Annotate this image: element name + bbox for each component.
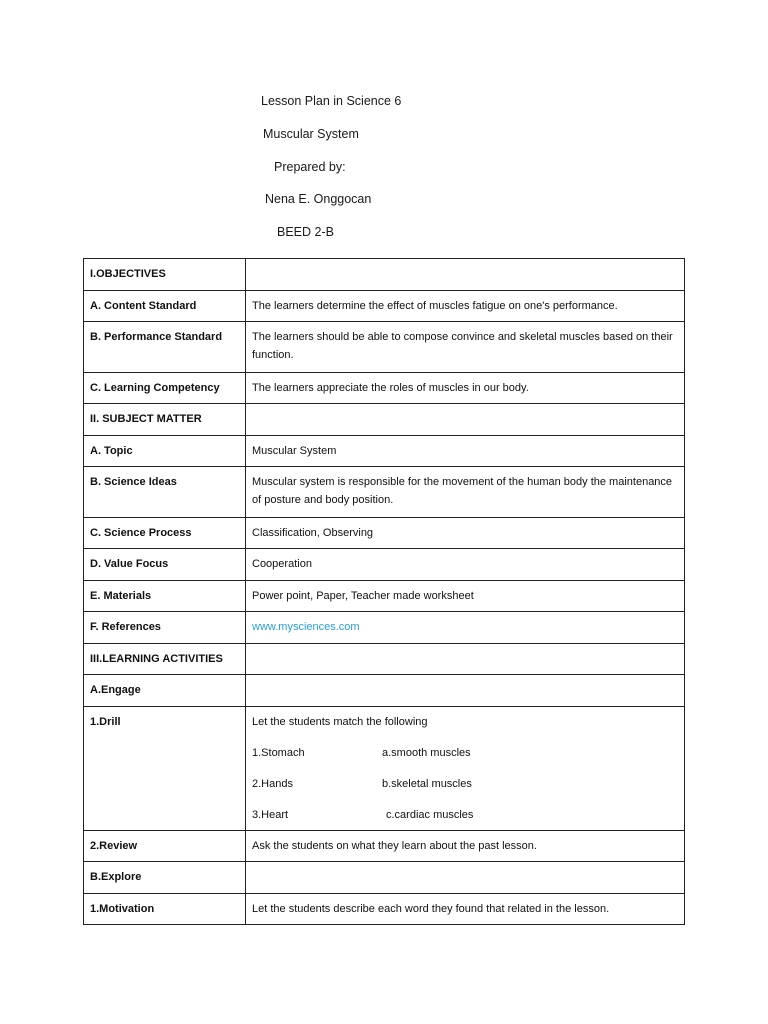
table-row-objectives: [84, 259, 685, 291]
author-name: Nena E. Onggocan: [265, 192, 372, 206]
row-label: I.OBJECTIVES: [84, 259, 246, 291]
row-value: Cooperation: [246, 549, 685, 581]
course-section: BEED 2-B: [277, 225, 334, 239]
table-row-drill: [84, 707, 685, 831]
row-label: II. SUBJECT MATTER: [84, 404, 246, 436]
drill-intro: Let the students match the following: [252, 716, 428, 728]
row-label: D. Value Focus: [84, 549, 246, 581]
match-left: 2.Hands: [252, 778, 293, 790]
row-value: The learners appreciate the roles of muscles in our body.: [246, 373, 685, 404]
match-right: a.smooth muscles: [382, 747, 471, 759]
table-row-motivation: [84, 894, 685, 925]
match-left: 1.Stomach: [252, 747, 305, 759]
row-label: 1.Motivation: [84, 894, 246, 925]
row-value: [246, 259, 685, 291]
row-value: [246, 862, 685, 894]
table-row-content-standard: [84, 291, 685, 322]
row-label: A. Topic: [84, 436, 246, 467]
table-row-materials: [84, 581, 685, 612]
row-label: B.Explore: [84, 862, 246, 894]
lesson-title: Lesson Plan in Science 6: [261, 94, 402, 108]
match-pair: [252, 775, 677, 793]
table-row-references: [84, 612, 685, 644]
table-row-engage: [84, 675, 685, 707]
match-left: 3.Heart: [252, 809, 289, 821]
table-row-learning-activities: [84, 644, 685, 675]
row-value: Muscular System: [246, 436, 685, 467]
drill-content: [246, 707, 685, 831]
row-value: [246, 675, 685, 707]
prepared-by-label: Prepared by:: [274, 160, 346, 174]
row-value: [246, 644, 685, 675]
row-value: Ask the students on what they learn about the past lesson.: [246, 831, 685, 862]
references-link[interactable]: www.mysciences.com: [252, 621, 360, 633]
row-label: B. Science Ideas: [84, 467, 246, 518]
lesson-subject: Muscular System: [263, 127, 359, 141]
row-label: III.LEARNING ACTIVITIES: [84, 644, 246, 675]
row-label: A. Content Standard: [84, 291, 246, 322]
row-value: Muscular system is responsible for the movement of the human body the maintenance of posture and body position.: [246, 467, 685, 518]
match-right: c.cardiac muscles: [386, 809, 474, 821]
table-row-review: [84, 831, 685, 862]
row-label: C. Science Process: [84, 518, 246, 549]
row-label: A.Engage: [84, 675, 246, 707]
table-row-performance-standard: [84, 322, 685, 373]
table-row-topic: [84, 436, 685, 467]
row-label: F. References: [84, 612, 246, 644]
table-row-science-process: [84, 518, 685, 549]
row-label: B. Performance Standard: [84, 322, 246, 373]
row-value: Power point, Paper, Teacher made worksheet: [246, 581, 685, 612]
row-value: The learners determine the effect of muscles fatigue on one's performance.: [246, 291, 685, 322]
table-row-value-focus: [84, 549, 685, 581]
row-value: Let the students describe each word they found that related in the lesson.: [246, 894, 685, 925]
match-right: b.skeletal muscles: [382, 778, 472, 790]
row-value: The learners should be able to compose convince and skeletal muscles based on their function.: [246, 322, 685, 373]
table-row-subject-matter: [84, 404, 685, 436]
row-label: 1.Drill: [84, 707, 246, 831]
row-label: E. Materials: [84, 581, 246, 612]
match-pair: [252, 806, 677, 824]
row-value: Classification, Observing: [246, 518, 685, 549]
table-row-learning-competency: [84, 373, 685, 404]
row-label: C. Learning Competency: [84, 373, 246, 404]
row-value: [246, 404, 685, 436]
lesson-plan-table: [83, 258, 685, 925]
table-row-science-ideas: [84, 467, 685, 518]
table-row-explore: [84, 862, 685, 894]
row-label: 2.Review: [84, 831, 246, 862]
match-pair: [252, 744, 677, 762]
